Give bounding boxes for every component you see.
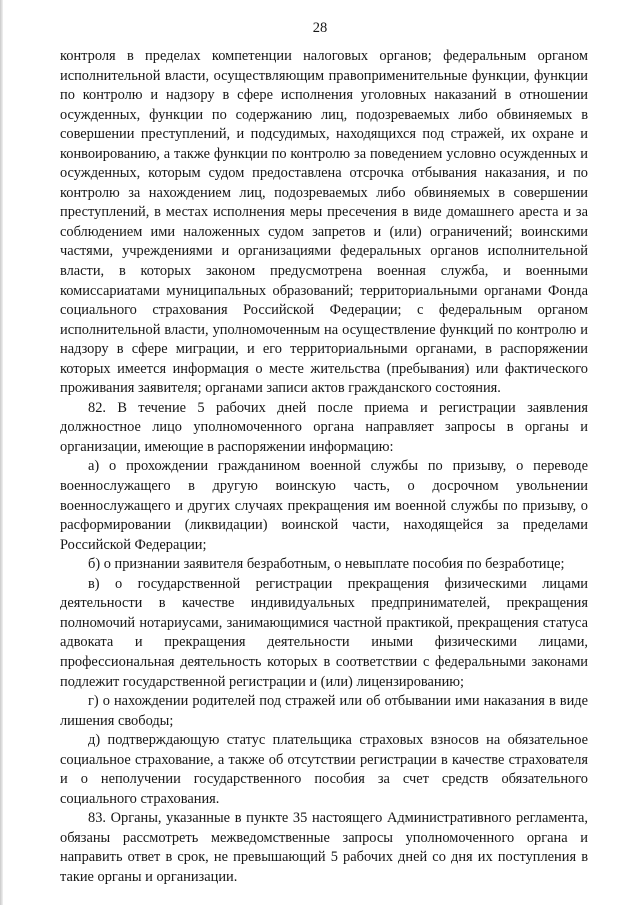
paragraph-continuation: контроля в пределах компетенции налоговых органов; федеральным органом исполнительной власти, осуществляющим правоприменительные функции, функции по контролю и надзору в сфере исполнения уголовных наказаний в отношении осужденных, функции по содержанию лиц, подозреваемых либо обвиняемых в совершении преступлений, и подсудимых, находящихся под стражей, их охране и конвоированию, а также функции по контролю за поведением условно осужденных и осужденных, которым судом предоставлена отсрочка отбывания наказания, и по контролю за нахождением лиц, подозреваемых либо обвиняемых в совершении преступлений, в местах исполнения меры пресечения в виде домашнего ареста и за соблюдением ими наложенных судом запретов и (или) ограничений; воинскими частями, учреждениями и организациями федеральных органов исполнительной власти, в которых законом предусмотрена военная служба, и военными комиссариатами муниципальных образований; территориальными органами Фонда социального страхования Российской Федерации; с федеральным органом исполнительной власти, уполномоченным на осуществление функций по контролю и надзору в сфере миграции, и его территориальными органами, в распоряжении которых имеется информация о месте жительства (пребывания) или фактического проживания заявителя; органами записи актов гражданского состояния. bbox=[60, 48, 588, 397]
paragraph-82-v: в) о государственной регистрации прекращения физическими лицами деятельности в качестве индивидуальных предпринимателей, прекращения полномочий нотариусами, занимающимися частной практикой, прекращения статуса адвоката и прекращения деятельности иными физическими лицами, профессиональная деятельность которых в соответствии с федеральными законами подлежит государственной регистрации и (или) лицензированию; bbox=[60, 575, 588, 690]
page-number: 28 bbox=[312, 20, 328, 36]
paragraph-82-b: б) о признании заявителя безработным, о невыплате пособия по безработице; bbox=[88, 556, 565, 573]
paragraph-82-a: а) о прохождении гражданином военной службы по призыву, о переводе военнослужащего в другую воинскую часть, о досрочном увольнении военнослужащего и других случаях прекращения им военной службы по призыву, о расформировании (ликвидации) воинской части, находящейся за пределами Российской Федерации; bbox=[60, 458, 588, 553]
paragraph-82: 82. В течение 5 рабочих дней после приема и регистрации заявления должностное лицо уполномоченного органа направляет запросы в органы и организации, имеющие в распоряжении информацию: bbox=[60, 399, 588, 455]
paragraph-82-d: д) подтверждающую статус плательщика страховых взносов на обязательное социальное страхование, а также об отсутствии регистрации в качестве страхователя и о неполучении государственного пособия за счет средств обязательного социального страхования. bbox=[60, 732, 588, 807]
document-body bbox=[60, 47, 588, 888]
scan-edge bbox=[0, 0, 3, 905]
paragraph-82-g: г) о нахождении родителей под стражей или об отбывании ими наказания в виде лишения свободы; bbox=[60, 693, 588, 729]
paragraph-83: 83. Органы, указанные в пункте 35 настоящего Административного регламента, обязаны рассмотреть межведомственные запросы уполномоченного органа и направить ответ в срок, не превышающий 5 рабочих дней со дня их поступления в такие органы и организации. bbox=[60, 810, 588, 885]
